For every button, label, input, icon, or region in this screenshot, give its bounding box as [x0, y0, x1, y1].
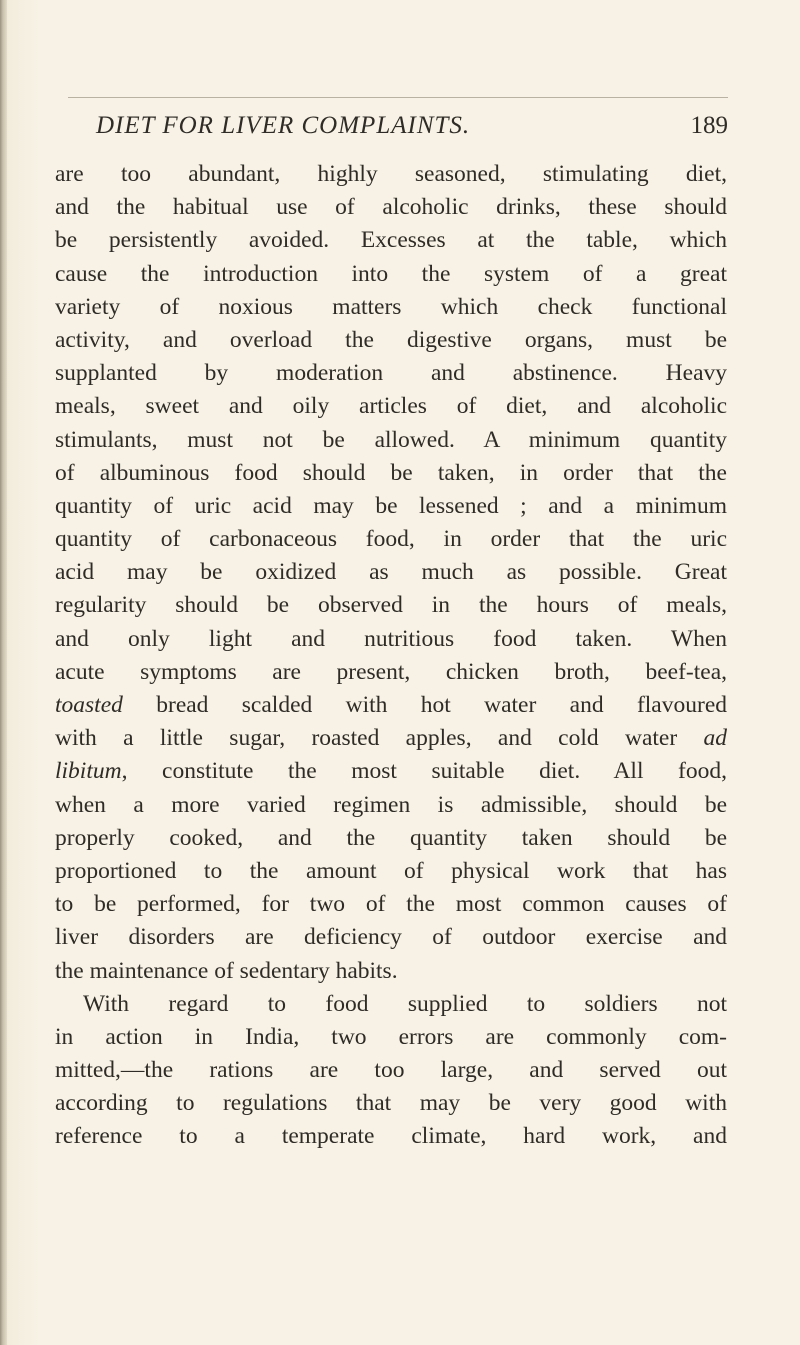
text-line-9: stimulants, must not be allowed. A minimum quantity	[55, 426, 727, 453]
italic-word-ad: ad	[703, 725, 727, 752]
text-line-15: and only light and nutritious food taken. When	[55, 625, 727, 652]
paragraph-2-line-5: reference to a temperate climate, hard work, and	[55, 1123, 727, 1150]
text-line-20: when a more varied regimen is admissible, should be	[55, 791, 727, 818]
body-text	[55, 158, 727, 1154]
paragraph-2-line-2: in action in India, two errors are commonly com-	[55, 1023, 727, 1050]
text-line-8: meals, sweet and oily articles of diet, and alcoholic	[55, 393, 727, 420]
italic-word-toasted: toasted	[55, 692, 123, 718]
paragraph-2-line-3: mitted,—the rations are too large, and served out	[55, 1057, 727, 1084]
text-line-7: supplanted by moderation and abstinence. Heavy	[55, 360, 727, 387]
text-line-6: activity, and overload the digestive organs, must be	[55, 326, 727, 353]
paragraph-2-line-1: With regard to food supplied to soldiers not	[83, 990, 727, 1017]
binding-gutter-edge	[0, 0, 7, 1345]
text-line-2: and the habitual use of alcoholic drinks, these should	[55, 194, 727, 221]
text-line-1: are too abundant, highly seasoned, stimulating diet,	[55, 161, 727, 187]
text-line-24: liver disorders are deficiency of outdoor exercise and	[55, 924, 727, 951]
header-rule	[68, 97, 728, 98]
text-line-10: of albuminous food should be taken, in order that the	[55, 459, 727, 486]
text-line-11: quantity of uric acid may be lessened ; and a minimum	[55, 492, 727, 519]
page-number: 189	[690, 112, 728, 139]
text-line-3: be persistently avoided. Excesses at the table, which	[55, 227, 727, 254]
italic-word-libitum: libitum	[55, 758, 122, 785]
text-line-25: the maintenance of sedentary habits.	[55, 957, 398, 984]
text-line-19	[55, 755, 727, 788]
text-line-23: to be performed, for two of the most common causes of	[55, 891, 727, 918]
text-line-5: variety of noxious matters which check functional	[55, 293, 727, 320]
text-line-14: regularity should be observed in the hours of meals,	[55, 592, 727, 619]
text-line-17	[55, 689, 727, 722]
text-line-19-rest: , constitute the most suitable diet. All food,	[121, 758, 727, 785]
text-line-13: acid may be oxidized as much as possible. Great	[55, 559, 727, 586]
text-line-12: quantity of carbonaceous food, in order that the uric	[55, 526, 727, 553]
text-line-16: acute symptoms are present, chicken broth, beef-tea,	[55, 658, 727, 685]
running-head	[96, 112, 728, 152]
text-line-22: proportioned to the amount of physical work that has	[55, 857, 727, 884]
text-line-18-rest: with a little sugar, roasted apples, and cold water	[55, 725, 704, 752]
paragraph-2-line-4: according to regulations that may be very good with	[55, 1090, 727, 1117]
text-line-21: properly cooked, and the quantity taken should be	[55, 824, 727, 851]
running-title: DIET FOR LIVER COMPLAINTS.	[96, 112, 471, 139]
text-line-4: cause the introduction into the system of a great	[55, 260, 727, 287]
text-line-18	[55, 722, 727, 755]
text-line-17-rest: bread scalded with hot water and flavoured	[122, 692, 727, 718]
